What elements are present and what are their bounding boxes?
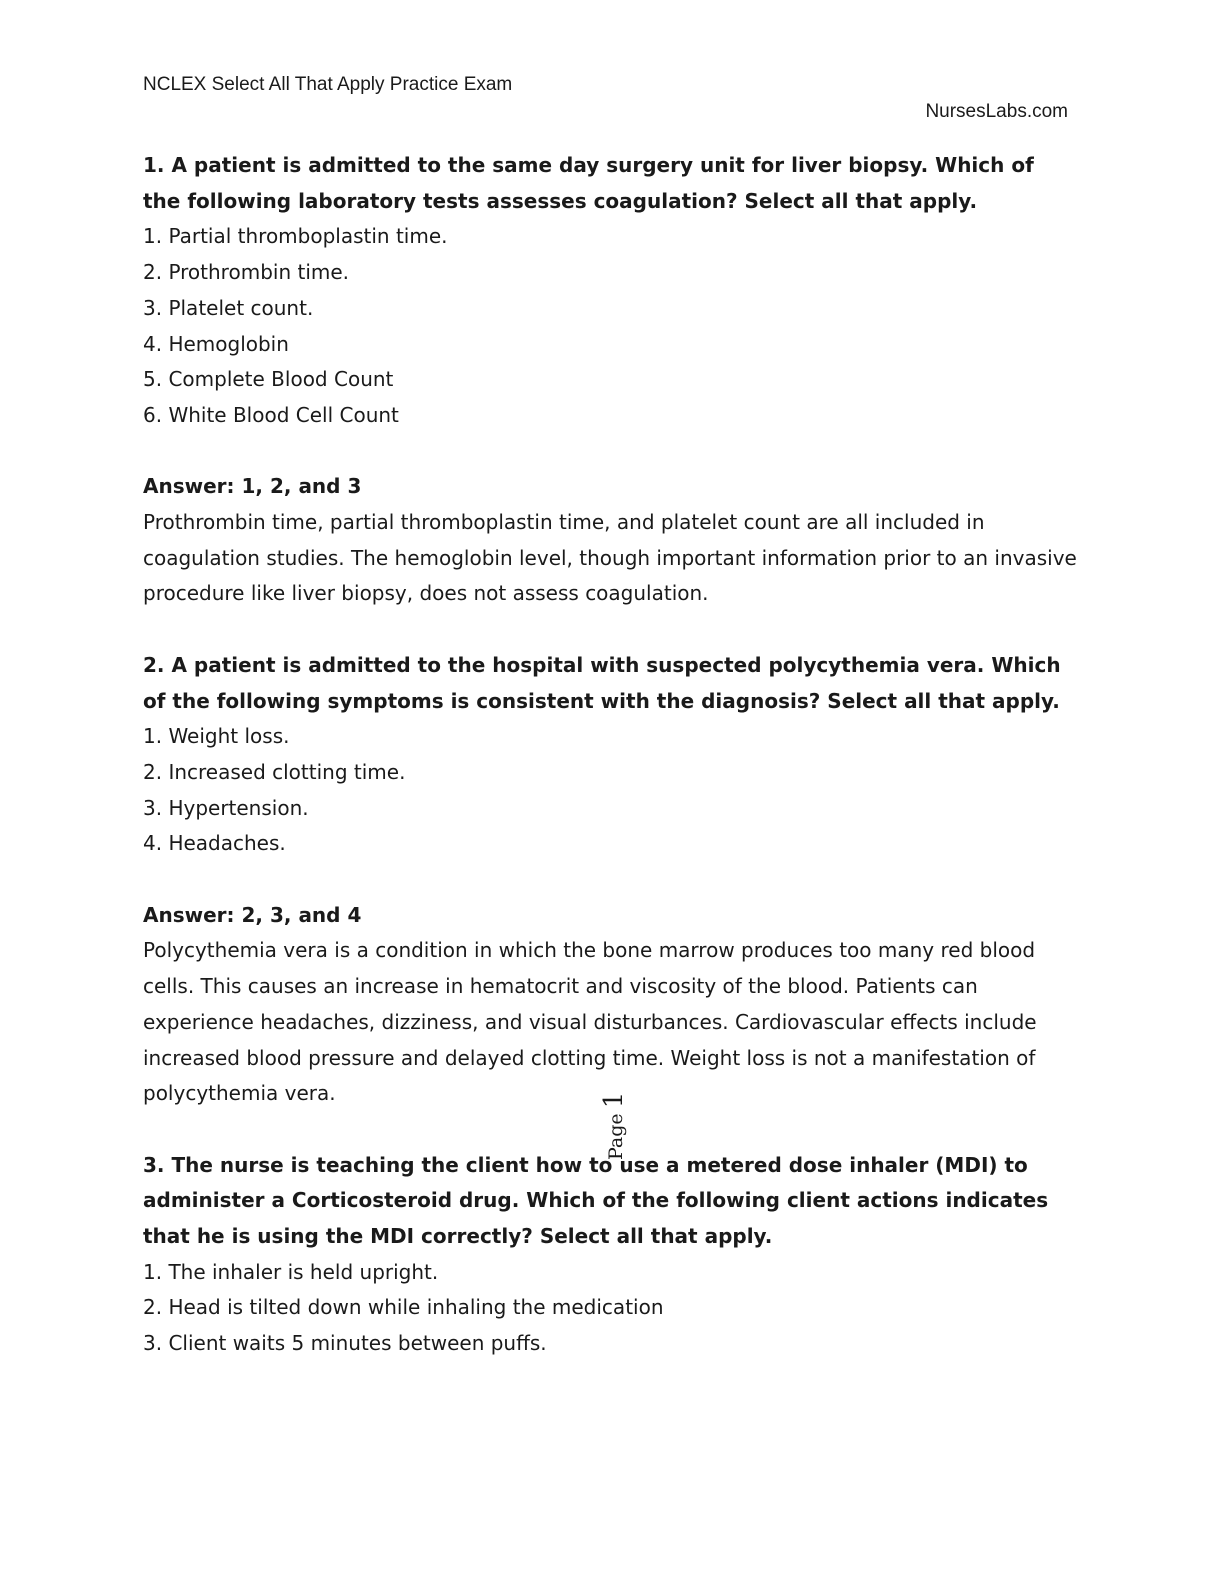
option-item: 1. Partial thromboplastin time.: [143, 224, 448, 249]
page-number-marker: [599, 1092, 629, 1160]
option-list: [143, 219, 1078, 433]
option-item: 3. Platelet count.: [143, 295, 314, 320]
option-item: 1. Weight loss.: [143, 724, 290, 749]
page-marker-label: Page: [605, 1113, 627, 1160]
option-item: 2. Head is tilted down while inhaling the medication: [143, 1295, 664, 1320]
question-prompt: 2. A patient is admitted to the hospital with suspected polycythemia vera. Which of the following symptoms is consistent with the diagnosis? Select all that apply.: [143, 652, 1061, 713]
option-item: 1. The inhaler is held upright.: [143, 1259, 439, 1284]
question-1: [143, 148, 1078, 612]
question-3: [143, 1148, 1078, 1362]
question-prompt: 3. The nurse is teaching the client how to use a metered dose inhaler (MDI) to administer a Corticosteroid drug. Which of the following client actions indicates that he is using the MDI correctly? Select all that apply.: [143, 1152, 1049, 1249]
option-item: 4. Headaches.: [143, 831, 286, 856]
document-body: [143, 148, 1078, 1362]
option-item: 4. Hemoglobin: [143, 331, 289, 356]
option-item: 3. Client waits 5 minutes between puffs.: [143, 1331, 547, 1356]
option-item: 3. Hypertension.: [143, 795, 309, 820]
document-header-site: NursesLabs.com: [925, 101, 1068, 122]
answer-label: Answer: 2, 3, and 4: [143, 902, 362, 927]
option-list: [143, 719, 1078, 862]
answer-label: Answer: 1, 2, and 3: [143, 474, 362, 499]
answer-explanation: Prothrombin time, partial thromboplastin time, and platelet count are all included in coagulation studies. The hemoglobin level, though important information prior to an invasive procedure like liver biopsy, does not assess coagulation.: [143, 510, 1077, 606]
option-item: 2. Prothrombin time.: [143, 260, 350, 285]
question-prompt: 1. A patient is admitted to the same day surgery unit for liver biopsy. Which of the following laboratory tests assesses coagulation? Select all that apply.: [143, 153, 1034, 213]
option-item: 5. Complete Blood Count: [143, 367, 394, 392]
question-2: [143, 648, 1078, 1112]
page-marker-number: 1: [599, 1091, 629, 1109]
option-list: [143, 1255, 1078, 1362]
answer-explanation: Polycythemia vera is a condition in which the bone marrow produces too many red blood cells. This causes an increase in hematocrit and viscosity of the blood. Patients can experience headaches, dizziness, and visual disturbances. Cardiovascular effects include increased blood pressure and delayed clotting time. Weight loss is not a manifestation of polycythemia vera.: [143, 938, 1037, 1106]
option-item: 2. Increased clotting time.: [143, 759, 406, 784]
option-item: 6. White Blood Cell Count: [143, 402, 399, 427]
document-header-title: NCLEX Select All That Apply Practice Exam: [143, 74, 513, 95]
